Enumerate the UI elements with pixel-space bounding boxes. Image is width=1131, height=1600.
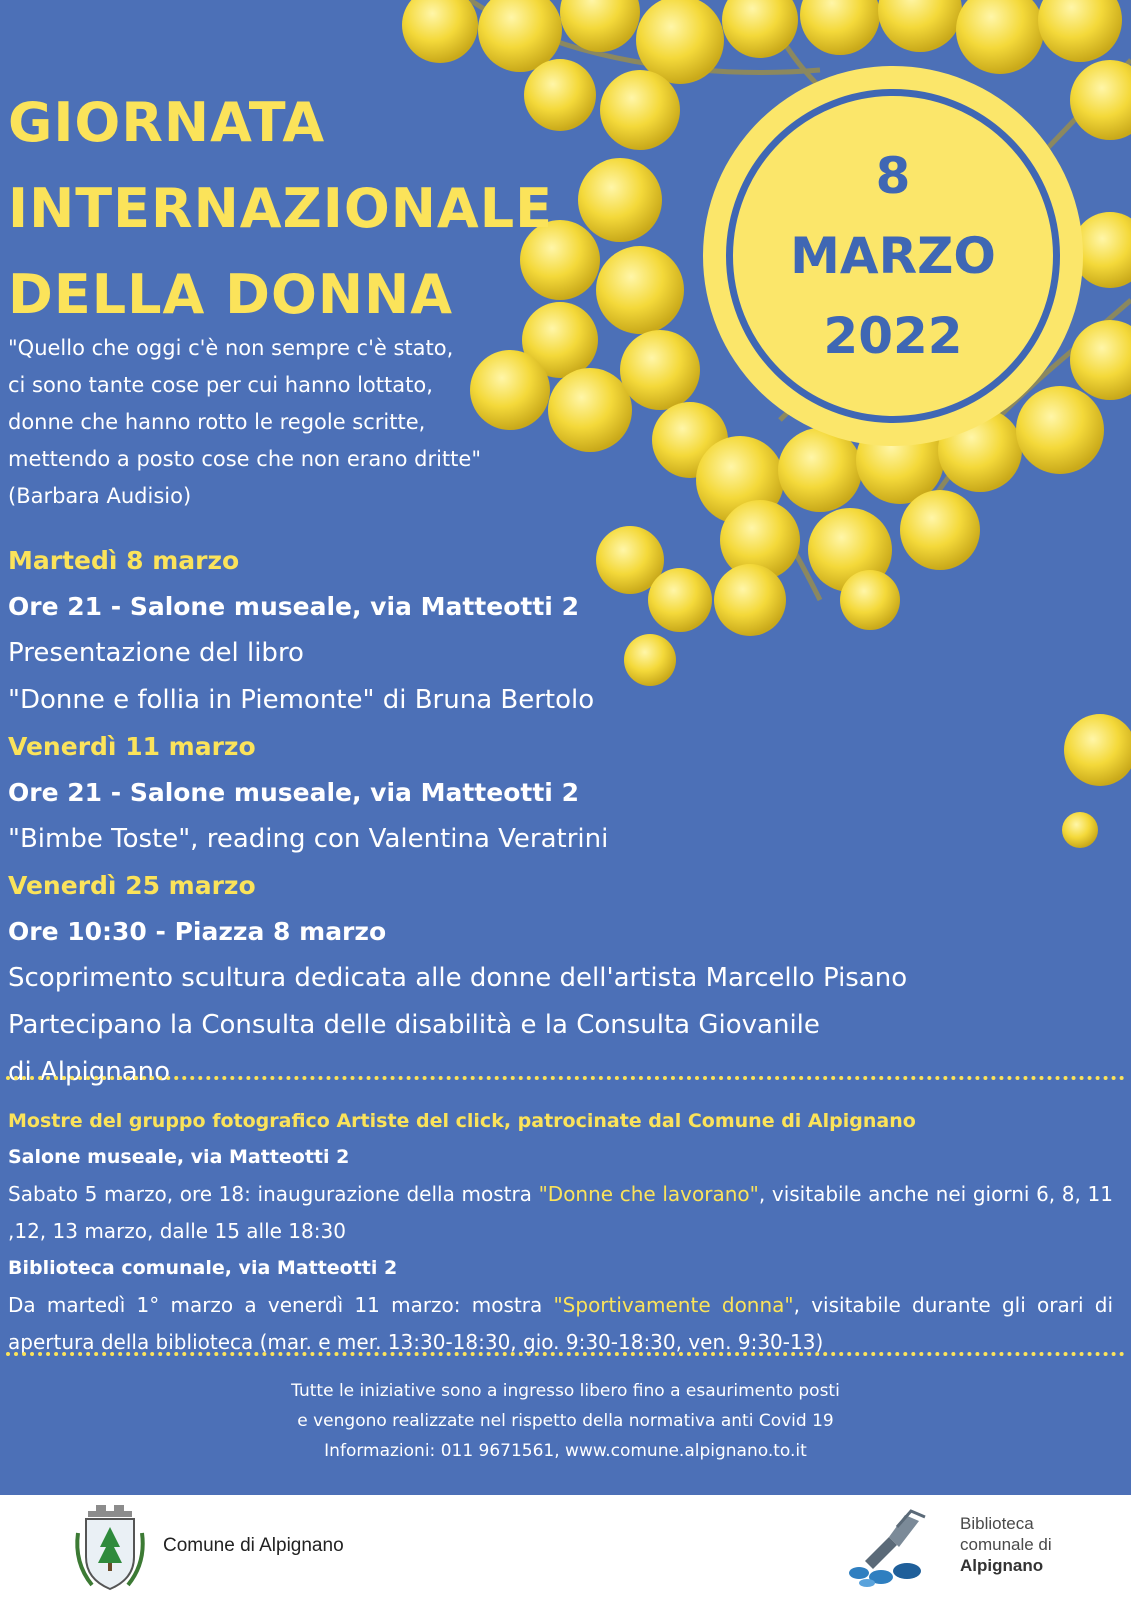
event-description: Partecipano la Consulta delle disabilità e la Consulta Giovanile xyxy=(8,1010,820,1040)
exhibition-description xyxy=(8,1176,1113,1250)
date-badge-ring xyxy=(726,89,1060,423)
comune-name: Comune di Alpignano xyxy=(163,1535,344,1556)
quote-line: ci sono tante cose per cui hanno lottato, xyxy=(8,373,433,397)
info-contacts: Informazioni: 011 9671561, www.comune.alpignano.to.it xyxy=(324,1441,807,1461)
quote-author: (Barbara Audisio) xyxy=(8,484,192,508)
library-name-line: Biblioteca xyxy=(960,1514,1034,1533)
quote-line: "Quello che oggi c'è non sempre c'è stato, xyxy=(8,336,454,360)
info-line: Tutte le iniziative sono a ingresso libero fino a esaurimento posti xyxy=(291,1381,840,1401)
exhibition-description xyxy=(8,1287,1113,1361)
info-line: e vengono realizzate nel rispetto della normativa anti Covid 19 xyxy=(297,1411,834,1431)
dotted-divider xyxy=(6,1076,1125,1080)
info-notice xyxy=(0,1376,1131,1466)
event-description: "Donne e follia in Piemonte" di Bruna Bertolo xyxy=(8,685,595,715)
exhibition-text: Da martedì 1° marzo a venerdì 11 marzo: mostra xyxy=(8,1293,554,1317)
event-time: Ore 21 - Salone museale, via Matteotti 2 xyxy=(8,778,579,807)
dotted-divider xyxy=(6,1352,1125,1356)
event-time: Ore 21 - Salone museale, via Matteotti 2 xyxy=(8,592,579,621)
exhibition-place: Biblioteca comunale, via Matteotti 2 xyxy=(8,1257,398,1279)
date-month: MARZO xyxy=(790,227,996,285)
event-description: Scoprimento scultura dedicata alle donne dell'artista Marcello Pisano xyxy=(8,963,908,993)
event-description: di Alpignano xyxy=(8,1057,171,1087)
exhibition-title: "Donne che lavorano" xyxy=(538,1182,759,1206)
comune-crest-icon xyxy=(70,1503,150,1595)
title-line: INTERNAZIONALE xyxy=(8,177,554,240)
event-day: Martedì 8 marzo xyxy=(8,546,240,575)
exhibition-place: Salone museale, via Matteotti 2 xyxy=(8,1146,350,1168)
event-list xyxy=(8,538,907,1096)
exhibition-title: "Sportivamente donna" xyxy=(553,1293,794,1317)
event-day: Venerdì 11 marzo xyxy=(8,732,256,761)
library-logo-icon xyxy=(845,1507,935,1589)
quote-line: mettendo a posto cose che non erano dritte" xyxy=(8,447,481,471)
page-title xyxy=(8,80,553,338)
date-badge xyxy=(703,66,1083,446)
event-day: Venerdì 25 marzo xyxy=(8,871,256,900)
exhibitions-section xyxy=(8,1103,1113,1361)
exhibitions-heading: Mostre del gruppo fotografico Artiste del click, patrocinate dal Comune di Alpignano xyxy=(8,1110,916,1132)
event-description: "Bimbe Toste", reading con Valentina Veratrini xyxy=(8,824,609,854)
quote xyxy=(8,330,481,515)
event-time: Ore 10:30 - Piazza 8 marzo xyxy=(8,917,387,946)
library-name-line: Alpignano xyxy=(960,1556,1044,1575)
exhibition-text: , visitabile durante gli orari di apertura della biblioteca (mar. e mer. 13:30-18:30, gio. 9:30-18:30, ven. 9:30-13) xyxy=(8,1293,1114,1354)
event-description: Presentazione del libro xyxy=(8,638,304,668)
exhibition-text: , visitabile anche nei giorni 6, 8, 11 ,12, 13 marzo, dalle 15 alle 18:30 xyxy=(8,1182,1113,1243)
footer xyxy=(0,1495,1131,1600)
title-line: DELLA DONNA xyxy=(8,263,454,326)
exhibition-text: Sabato 5 marzo, ore 18: inaugurazione della mostra xyxy=(8,1182,539,1206)
quote-line: donne che hanno rotto le regole scritte, xyxy=(8,410,426,434)
date-day: 8 xyxy=(875,147,911,205)
title-line: GIORNATA xyxy=(8,91,326,154)
library-name-line: comunale di xyxy=(960,1535,1052,1554)
date-year: 2022 xyxy=(823,307,963,365)
library-name xyxy=(960,1513,1052,1576)
